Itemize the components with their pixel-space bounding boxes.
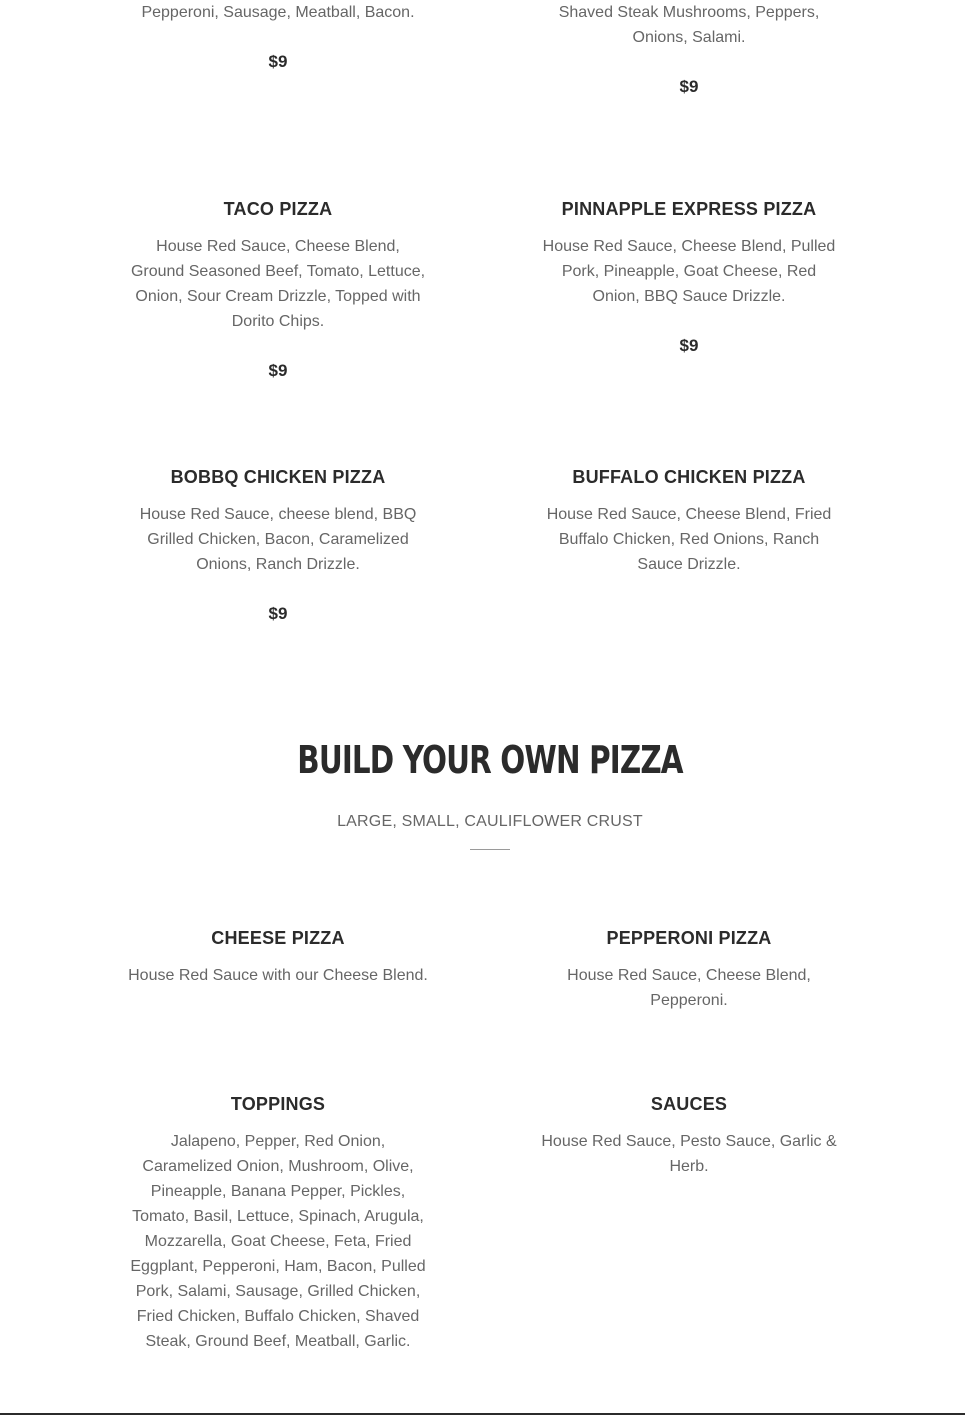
menu-item-price: $9 <box>268 604 288 623</box>
menu-item-title: PINNAPPLE EXPRESS PIZZA <box>561 199 817 219</box>
section-title: BUILD YOUR OWN PIZZA <box>297 738 683 782</box>
menu-item-title: TACO PIZZA <box>223 199 333 219</box>
menu-item-toppings <box>128 1093 428 1354</box>
menu-item-title: BUFFALO CHICKEN PIZZA <box>572 467 806 487</box>
menu-item-price: $9 <box>268 361 288 380</box>
menu-item-buffalo-chicken-pizza <box>539 466 839 577</box>
menu-item-taco-pizza <box>128 198 428 381</box>
menu-item-description: House Red Sauce, cheese blend, BBQ Grilled Chicken, Bacon, Caramelized Onions, Ranch Drizzle. <box>139 506 417 573</box>
menu-item-description: House Red Sauce, Cheese Blend, Fried Buffalo Chicken, Red Onions, Ranch Sauce Drizzle. <box>546 506 832 573</box>
menu-item-price: $9 <box>679 336 699 355</box>
menu-item-description: House Red Sauce with our Cheese Blend. <box>128 967 428 984</box>
menu-item-description: Pepperoni, Sausage, Meatball, Bacon. <box>141 4 415 21</box>
menu-item-title: BOBBQ CHICKEN PIZZA <box>170 467 386 487</box>
section-subtitle: LARGE, SMALL, CAULIFLOWER CRUST <box>337 813 643 830</box>
section-divider <box>470 849 510 850</box>
menu-item-description: Shaved Steak Mushrooms, Peppers, Onions, Salami. <box>558 4 820 46</box>
menu-item-cheese-pizza <box>128 927 428 988</box>
menu-item-description: House Red Sauce, Cheese Blend, Pulled Pork, Pineapple, Goat Cheese, Red Onion, BBQ Sauce Drizzle. <box>542 238 836 305</box>
menu-item-description: House Red Sauce, Cheese Blend, Pepperoni. <box>567 967 811 1009</box>
menu-item-price: $9 <box>679 77 699 96</box>
menu-item-title: CHEESE PIZZA <box>211 928 345 948</box>
menu-item-bobbq-chicken-pizza <box>128 466 428 624</box>
menu-item-title: PEPPERONI PIZZA <box>606 928 772 948</box>
menu-item-meat-pizza <box>128 0 428 72</box>
menu-item-title: TOPPINGS <box>230 1094 326 1114</box>
menu-item-pepperoni-pizza <box>539 927 839 1013</box>
menu-item-sauces <box>539 1093 839 1179</box>
menu-item-title: SAUCES <box>650 1094 728 1114</box>
menu-item-description: House Red Sauce, Pesto Sauce, Garlic & Herb. <box>541 1133 837 1175</box>
menu-item-price: $9 <box>268 52 288 71</box>
menu-item-description: House Red Sauce, Cheese Blend, Ground Seasoned Beef, Tomato, Lettuce, Onion, Sour Cream Drizzle, Topped with Dorito Chips. <box>130 238 426 330</box>
menu-item-pinnapple-express-pizza <box>539 198 839 356</box>
menu-item-steak-pizza <box>539 0 839 97</box>
menu-item-description: Jalapeno, Pepper, Red Onion, Caramelized Onion, Mushroom, Olive, Pineapple, Banana Pepper, Pickles, Tomato, Basil, Lettuce, Spinach, Arugula, Mozzarella, Goat Cheese, Feta, Fried Eggplant, Pepperoni, Ham, Bacon, Pulled Pork, Salami, Sausage, Grilled Chicken, Fried Chicken, Buffalo Chicken, Shaved Steak, Ground Beef, Meatball, Garlic. <box>130 1133 426 1350</box>
